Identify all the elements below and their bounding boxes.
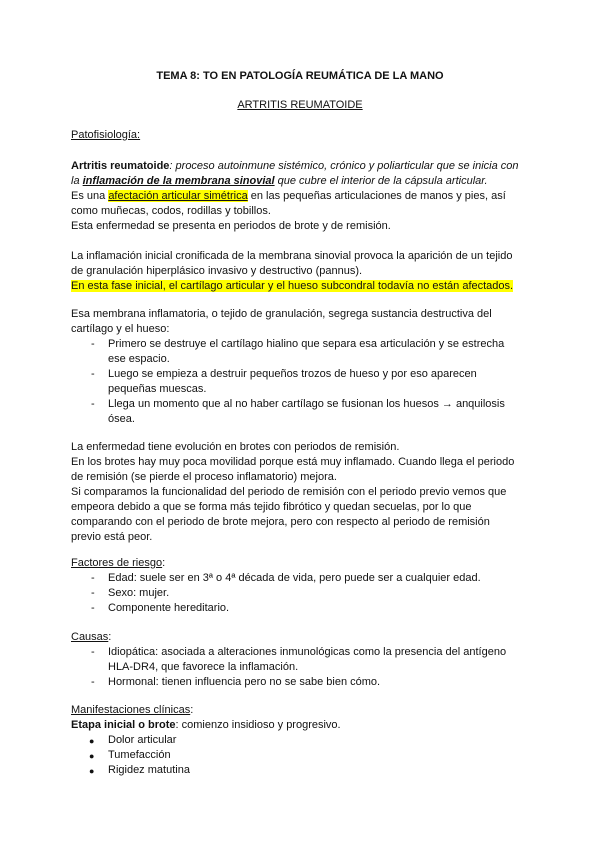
manif-heading-text: Manifestaciones clínicas: [71, 704, 191, 716]
bullet-marker: ●: [89, 751, 95, 761]
inflamacion-line-2: de granulación hiperplásico invasivo y destructivo (pannus).: [71, 265, 363, 277]
riesgo-item-2: Sexo: mujer.: [108, 587, 170, 599]
manif-bullet-1: Dolor articular: [108, 734, 177, 746]
evolucion-line-7: previo está peor.: [71, 531, 153, 543]
riesgo-item-1: Edad: suele ser en 3ª o 4ª década de vida, pero puede ser a cualquier edad.: [108, 572, 481, 584]
inflamacion-line-1: La inflamación inicial cronificada de la membrana sinovial provoca la aparición de un tejido: [71, 250, 513, 262]
dash-marker: -: [91, 398, 95, 410]
section-heading-patofisiologia: Patofisiología:: [71, 129, 141, 141]
dash-marker: -: [91, 646, 95, 658]
dash-marker: -: [91, 368, 95, 380]
causas-heading-text: Causas: [71, 631, 109, 643]
inflamacion-highlight: En esta fase inicial, el cartílago articular y el hueso subcondral todavía no están afectados.: [71, 280, 514, 292]
afectacion-highlight: afectación articular simétrica: [108, 190, 248, 202]
definition-line-1: [71, 159, 519, 173]
dash-item-2-line-2: pequeñas muescas.: [108, 383, 207, 395]
definition-la: la: [71, 175, 83, 187]
dash-marker: -: [91, 587, 95, 599]
afectacion-line-2: como muñecas, codos, rodillas y tobillos.: [71, 205, 271, 217]
manif-bullet-2: Tumefacción: [108, 749, 171, 761]
section-heading-causas: [71, 630, 111, 644]
dash-item-2-line-1: Luego se empieza a destruir pequeños trozos de hueso y por eso aparecen: [108, 368, 477, 380]
membrana-line-2: cartílago y el hueso:: [71, 323, 170, 335]
bullet-marker: ●: [89, 766, 95, 776]
dash-marker: -: [91, 676, 95, 688]
afectacion-post: en las pequeñas articulaciones de manos y pies, así: [247, 190, 506, 202]
evolucion-line-5: empeora debido a que se forma más tejido fibrótico y quedan secuelas, por lo que: [71, 501, 472, 513]
dash-marker: -: [91, 338, 95, 350]
definition-text-1: : proceso autoinmune sistémico, crónico y poliarticular que se inicia con: [169, 160, 519, 172]
manif-heading-colon: :: [190, 704, 194, 716]
evolucion-line-1: La enfermedad tiene evolución en brotes con periodos de remisión.: [71, 441, 400, 453]
dash-item-1-line-2: ese espacio.: [108, 353, 170, 365]
evolucion-line-6: comparando con el periodo de brote mejora, pero con respecto al periodo de remisión: [71, 516, 490, 528]
section-heading-riesgo: [71, 556, 165, 570]
definition-text-2: que cubre el interior de la cápsula articular.: [274, 175, 488, 187]
definition-term: Artritis reumatoide: [71, 160, 170, 172]
etapa-bold: Etapa inicial o brote: [71, 719, 176, 731]
riesgo-heading-colon: :: [162, 557, 166, 569]
riesgo-item-3: Componente hereditario.: [108, 602, 230, 614]
section-heading-manifestaciones: [71, 703, 193, 717]
manif-bullet-3: Rigidez matutina: [108, 764, 190, 776]
afectacion-pre: Es una: [71, 190, 109, 202]
definition-strong: inflamación de la membrana sinovial: [82, 175, 275, 187]
causas-item-1-line-1: Idiopática: asociada a alteraciones inmunológicas como la presencia del antígeno: [108, 646, 507, 658]
dash-item-3-line-2: ósea.: [108, 413, 135, 425]
causas-item-2: Hormonal: tienen influencia pero no se sabe bien cómo.: [108, 676, 381, 688]
afectacion-line-1: [71, 189, 506, 203]
etapa-text: : comienzo insidioso y progresivo.: [175, 719, 341, 731]
causas-item-1-line-2: HLA-DR4, que favorece la inflamación.: [108, 661, 299, 673]
inflamacion-highlight-line: [71, 279, 513, 293]
riesgo-heading-text: Factores de riesgo: [71, 557, 163, 569]
causas-heading-colon: :: [108, 631, 112, 643]
evolucion-line-4: Si comparamos la funcionalidad del periodo de remisión con el periodo previo vemos que: [71, 486, 507, 498]
dash-item-1-line-1: Primero se destruye el cartílago hialino que separa esa articulación y se estrecha: [108, 338, 505, 350]
document-title: TEMA 8: TO EN PATOLOGÍA REUMÁTICA DE LA MANO: [156, 70, 444, 82]
dash-marker: -: [91, 602, 95, 614]
evolucion-line-3: de remisión (se pierde el proceso inflamatorio) mejora.: [71, 471, 337, 483]
document-subtitle: ARTRITIS REUMATOIDE: [237, 99, 363, 111]
bullet-marker: ●: [89, 736, 95, 746]
membrana-line-1: Esa membrana inflamatoria, o tejido de granulación, segrega sustancia destructiva del: [71, 308, 492, 320]
brotes-line: Esta enfermedad se presenta en periodos de brote y de remisión.: [71, 220, 391, 232]
dash-marker: -: [91, 572, 95, 584]
definition-line-2: [71, 174, 488, 188]
evolucion-line-2: En los brotes hay muy poca movilidad porque está muy inflamado. Cuando llega el periodo: [71, 456, 515, 468]
etapa-line: [71, 718, 341, 732]
dash-item-3-line-1: Llega un momento que al no haber cartílago se fusionan los huesos → anquilosis: [108, 398, 505, 410]
